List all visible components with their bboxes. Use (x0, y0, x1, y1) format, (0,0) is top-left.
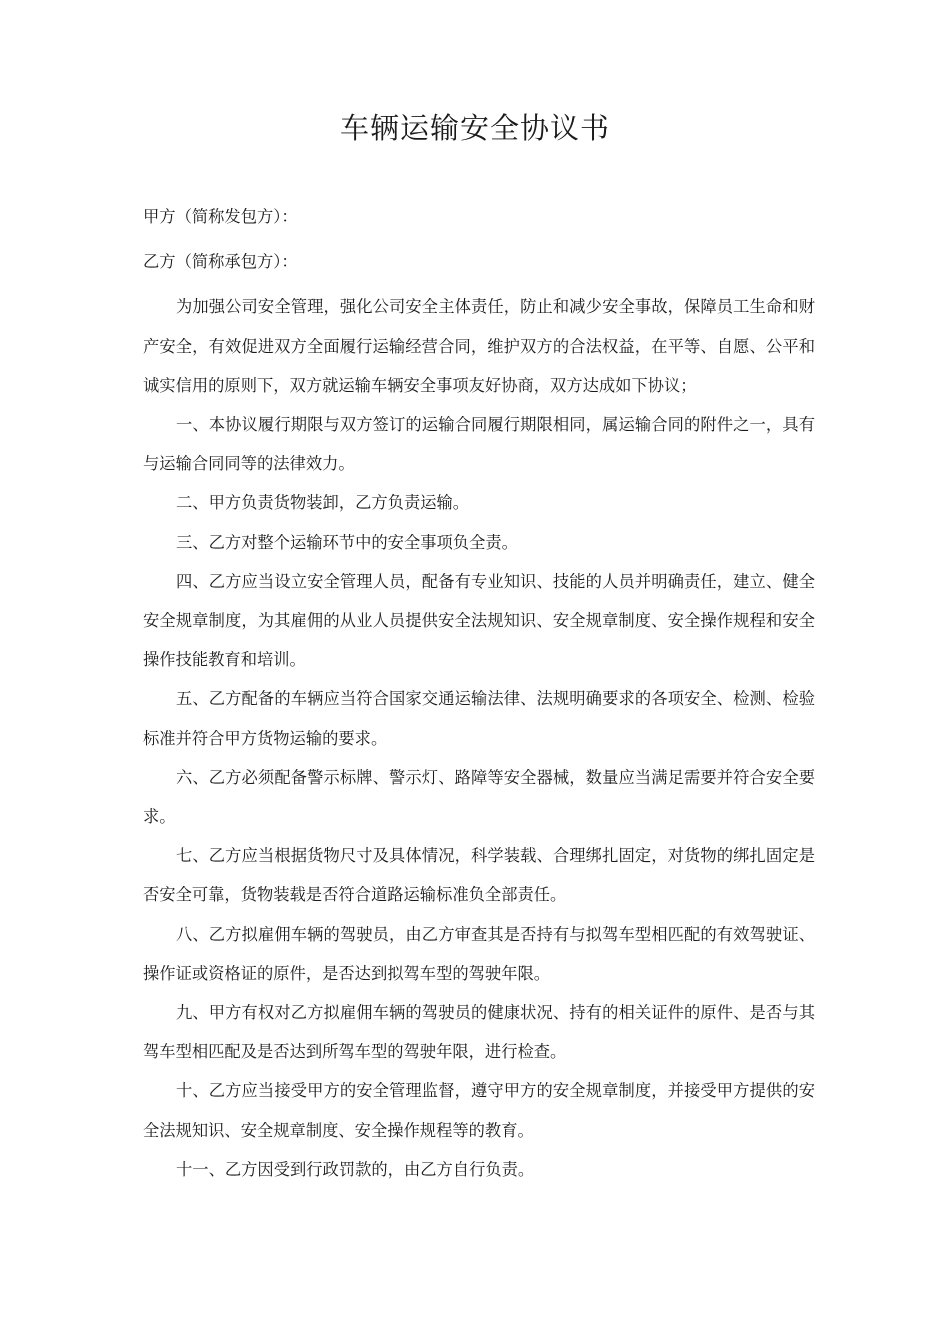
clause-6: 六、乙方必须配备警示标牌、警示灯、路障等安全器械，数量应当满足需要并符合安全要求。 (143, 767, 815, 827)
party-b-line: 乙方（简称承包方）： (143, 252, 298, 272)
clause-9: 九、甲方有权对乙方拟雇佣车辆的驾驶员的健康状况、持有的相关证件的原件、是否与其驾车型相匹配及是否达到所驾车型的驾驶年限，进行检查。 (143, 1003, 815, 1062)
clause-1: 一、本协议履行期限与双方签订的运输合同履行期限相同，属运输合同的附件之一，具有与运输合同同等的法律效力。 (143, 415, 815, 474)
clause-10: 十、乙方应当接受甲方的安全管理监督，遵守甲方的安全规章制度，并接受甲方提供的安全法规知识、安全规章制度、安全操作规程等的教育。 (143, 1081, 815, 1140)
clause-11: 十一、乙方因受到行政罚款的，由乙方自行负责。 (176, 1159, 535, 1179)
party-a-line: 甲方（简称发包方）： (143, 207, 298, 226)
clause-8: 八、乙方拟雇佣车辆的驾驶员，由乙方审查其是否持有与拟驾车型相匹配的有效驾驶证、操作证或资格证的原件，是否达到拟驾车型的驾驶年限。 (143, 924, 815, 983)
document-body (143, 197, 815, 1189)
clause-3: 三、乙方对整个运输环节中的安全事项负全责。 (176, 532, 518, 552)
clause-7: 七、乙方应当根据货物尺寸及具体情况，科学装载、合理绑扎固定，对货物的绑扎固定是否安全可靠，货物装载是否符合道路运输标准负全部责任。 (143, 846, 815, 905)
clause-2: 二、甲方负责货物装卸，乙方负责运输。 (176, 493, 470, 513)
preamble-paragraph: 为加强公司安全管理，强化公司安全主体责任，防止和减少安全事故，保障员工生命和财产安全，有效促进双方全面履行运输经营合同，维护双方的合法权益，在平等、自愿、公平和诚实信用的原则下，双方就运输车辆安全事项友好协商，双方达成如下协议； (143, 297, 815, 395)
clause-5: 五、乙方配备的车辆应当符合国家交通运输法律、法规明确要求的各项安全、检测、检验标准并符合甲方货物运输的要求。 (143, 689, 815, 748)
document-title: 车辆运输安全协议书 (339, 111, 610, 145)
clause-4: 四、乙方应当设立安全管理人员，配备有专业知识、技能的人员并明确责任，建立、健全安全规章制度，为其雇佣的从业人员提供安全法规知识、安全规章制度、安全操作规程和安全操作技能教育和培训。 (143, 571, 815, 670)
